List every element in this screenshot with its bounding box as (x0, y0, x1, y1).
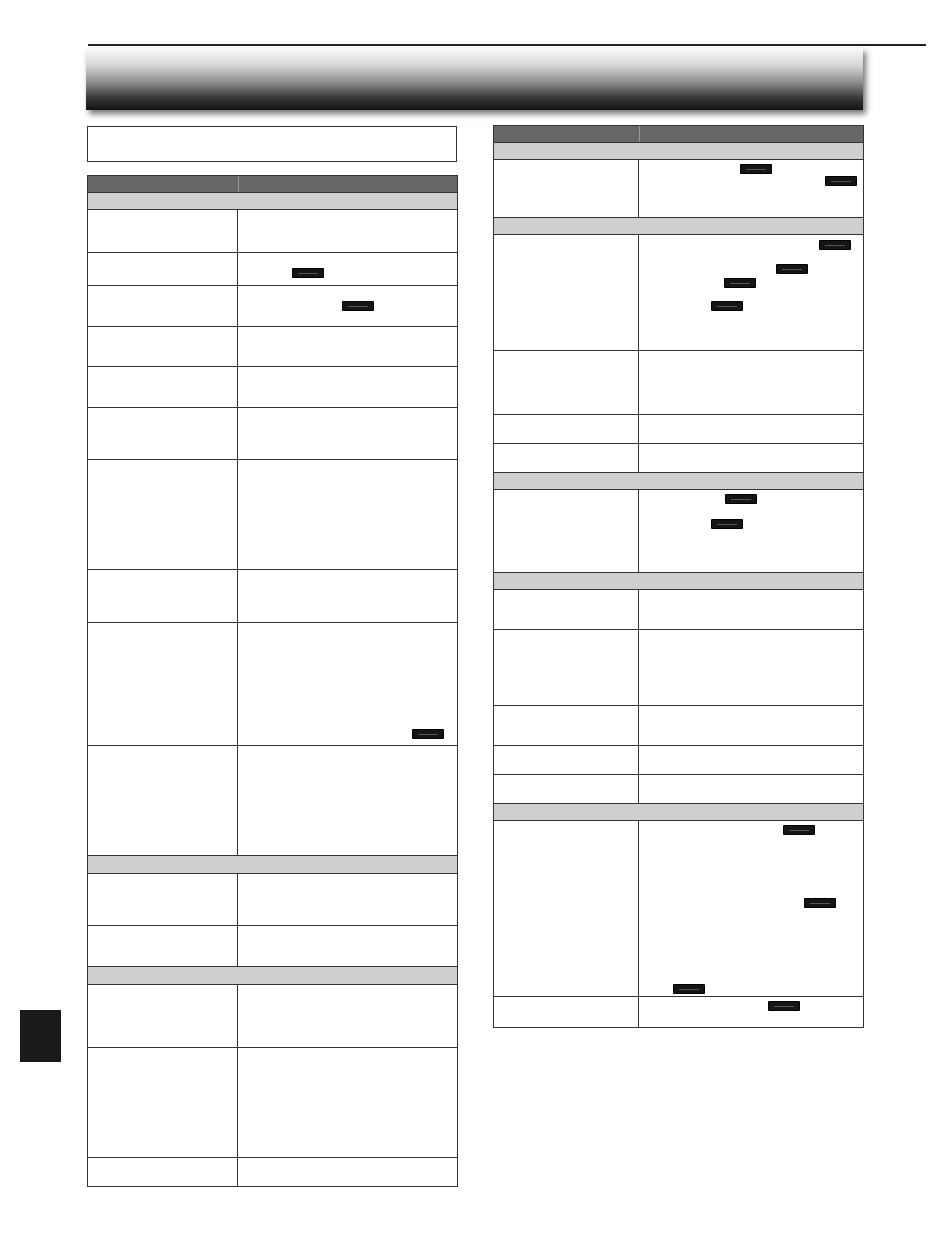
table-row (494, 443, 863, 472)
setting-description-cell (238, 253, 457, 285)
setting-name-cell (88, 367, 238, 407)
table-header (88, 175, 457, 192)
setting-name-cell (494, 490, 639, 572)
setting-description-cell (639, 490, 863, 572)
setting-name-cell (88, 286, 238, 326)
setting-description-cell (238, 570, 457, 622)
section-bar (494, 572, 863, 589)
setting-description-cell (639, 775, 863, 803)
table-row (88, 873, 457, 925)
setting-description-cell (639, 706, 863, 745)
setting-description-cell (238, 367, 457, 407)
setting-description-cell (639, 351, 863, 414)
setting-name-cell (494, 235, 639, 350)
setting-name-cell (88, 253, 238, 285)
disc-type-badge-icon (776, 264, 808, 274)
setting-name-cell (494, 444, 639, 472)
table-row (494, 745, 863, 774)
setting-name-cell (494, 160, 639, 217)
disc-type-badge-icon (673, 984, 705, 994)
setting-name-cell (88, 1158, 238, 1186)
setting-name-cell (494, 997, 639, 1027)
disc-type-badge-icon (711, 301, 743, 311)
section-bar (88, 192, 457, 209)
setting-name-cell (494, 706, 639, 745)
setting-description-cell (639, 746, 863, 774)
disc-type-badge-icon (783, 825, 815, 835)
disc-type-badge-icon (819, 240, 851, 250)
setting-name-cell (88, 460, 238, 569)
table-row (494, 414, 863, 443)
table-row (494, 159, 863, 217)
table-row (494, 705, 863, 745)
setting-description-cell (639, 630, 863, 705)
setting-description-cell (639, 444, 863, 472)
setting-description-cell (639, 415, 863, 443)
table-row (88, 622, 457, 745)
setting-name-cell (88, 570, 238, 622)
disc-type-badge-icon (740, 164, 772, 174)
chapter-tab-icon (20, 1010, 61, 1062)
table-row (88, 366, 457, 407)
setting-name-cell (88, 874, 238, 925)
setting-description-cell (238, 985, 457, 1047)
table-row (494, 774, 863, 803)
table-row (494, 589, 863, 629)
table-row (88, 407, 457, 459)
table-row (88, 252, 457, 285)
table-row (88, 984, 457, 1047)
table-row (88, 1157, 457, 1186)
table-row (494, 629, 863, 705)
disc-type-badge-icon (724, 278, 756, 288)
setting-name-cell (494, 415, 639, 443)
section-bar (494, 472, 863, 489)
disc-type-badge-icon (711, 519, 743, 529)
setting-description-cell (639, 821, 863, 996)
left-settings-table (87, 175, 458, 1187)
table-row (88, 745, 457, 855)
disc-type-badge-icon (825, 176, 857, 186)
table-row (88, 209, 457, 252)
setting-description-cell (639, 160, 863, 217)
setting-description-cell (238, 327, 457, 366)
setting-name-cell (88, 985, 238, 1047)
header-setting-label (88, 176, 239, 192)
setting-description-cell (639, 235, 863, 350)
setting-description-cell (238, 1158, 457, 1186)
setting-description-cell (238, 874, 457, 925)
page-title-banner (86, 48, 863, 110)
setting-name-cell (494, 821, 639, 996)
table-row (88, 1047, 457, 1157)
table-row (88, 326, 457, 366)
setting-description-cell (238, 460, 457, 569)
section-bar (494, 803, 863, 820)
section-bar (494, 217, 863, 234)
top-rule (88, 44, 926, 46)
setting-name-cell (494, 775, 639, 803)
setting-name-cell (88, 210, 238, 252)
disc-type-badge-icon (768, 1001, 800, 1011)
header-setting-label (494, 126, 640, 142)
setting-name-cell (494, 630, 639, 705)
disc-type-badge-icon (412, 729, 444, 739)
setting-description-cell (238, 623, 457, 745)
setting-name-cell (494, 746, 639, 774)
table-row (88, 569, 457, 622)
setting-description-cell (238, 286, 457, 326)
setting-name-cell (88, 746, 238, 855)
table-row (494, 234, 863, 350)
table-row (494, 996, 863, 1027)
disc-type-badge-icon (292, 268, 324, 278)
setting-name-cell (88, 327, 238, 366)
setting-description-cell (238, 408, 457, 459)
intro-box (87, 126, 457, 162)
disc-type-badge-icon (342, 301, 374, 311)
setting-description-cell (238, 1048, 457, 1157)
table-row (88, 459, 457, 569)
right-settings-table (493, 125, 864, 1028)
setting-description-cell (238, 926, 457, 966)
setting-description-cell (238, 746, 457, 855)
table-row (88, 925, 457, 966)
disc-type-badge-icon (725, 494, 757, 504)
setting-description-cell (238, 210, 457, 252)
setting-description-cell (639, 997, 863, 1027)
setting-name-cell (494, 351, 639, 414)
setting-name-cell (88, 926, 238, 966)
setting-name-cell (88, 408, 238, 459)
table-header (494, 125, 863, 142)
table-row (494, 350, 863, 414)
table-row (494, 489, 863, 572)
disc-type-badge-icon (804, 898, 836, 908)
table-row (494, 820, 863, 996)
setting-name-cell (88, 1048, 238, 1157)
table-row (88, 285, 457, 326)
section-bar (88, 855, 457, 873)
setting-description-cell (639, 590, 863, 629)
section-bar (88, 966, 457, 984)
section-bar (494, 142, 863, 159)
setting-name-cell (494, 590, 639, 629)
setting-name-cell (88, 623, 238, 745)
